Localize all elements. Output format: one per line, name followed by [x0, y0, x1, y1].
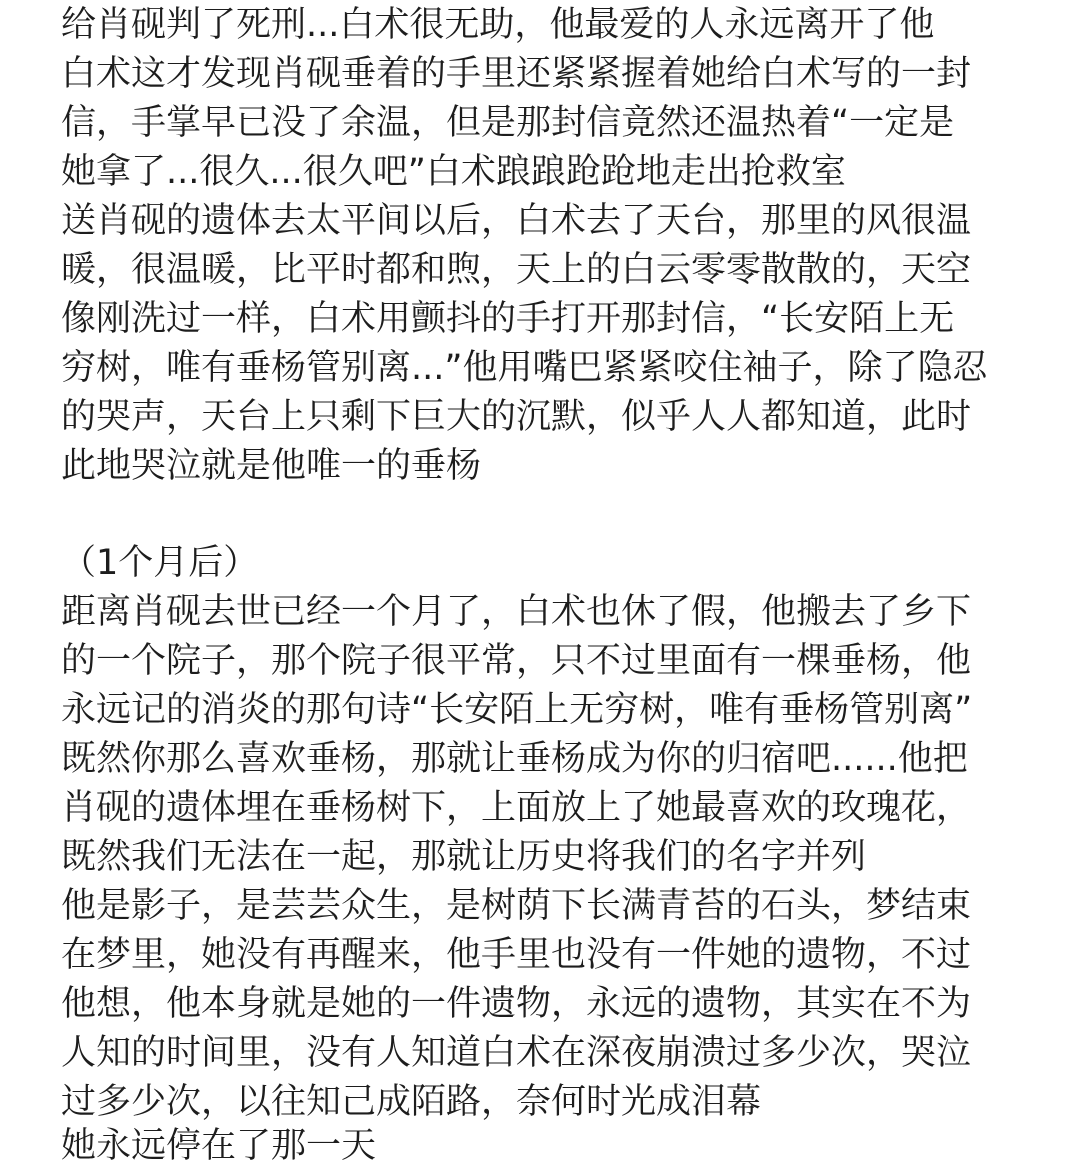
paragraph-line: 的哭声，天台上只剩下巨大的沉默，似乎人人都知道，此时 [61, 397, 972, 437]
paragraph-line: 白术这才发现肖砚垂着的手里还紧紧握着她给白术写的一封 [61, 54, 972, 94]
paragraph-line: 信，手掌早已没了余温，但是那封信竟然还温热着“一定是 [61, 103, 955, 143]
paragraph-line: 距离肖砚去世已经一个月了，白术也休了假，他搬去了乡下 [61, 592, 972, 632]
paragraph-line: 暖，很温暖，比平时都和煦，天上的白云零零散散的，天空 [61, 250, 972, 290]
paragraph-line: 既然我们无法在一起，那就让历史将我们的名字并列 [61, 837, 867, 877]
paragraph-line: 穷树，唯有垂杨管别离...”他用嘴巴紧紧咬住袖子，除了隐忍 [61, 348, 988, 388]
paragraph-line: 送肖砚的遗体去太平间以后，白术去了天台，那里的风很温 [61, 201, 972, 241]
paragraph-line: 在梦里，她没有再醒来，他手里也没有一件她的遗物，不过 [61, 935, 972, 975]
paragraph-line: 此地哭泣就是他唯一的垂杨 [61, 446, 482, 486]
paragraph-line: 她永远停在了那一天 [61, 1126, 377, 1166]
paragraph-line: 给肖砚判了死刑...白术很无助，他最爱的人永远离开了他 [61, 5, 935, 45]
paragraph-line: 过多少次，以往知己成陌路，奈何时光成泪幕 [61, 1082, 762, 1122]
paragraph-line: 她拿了...很久...很久吧”白术踉踉跄跄地走出抢救室 [61, 152, 846, 192]
paragraph-line: 他想，他本身就是她的一件遗物，永远的遗物，其实在不为 [61, 984, 972, 1024]
section-heading: （1个月后） [61, 543, 259, 583]
paragraph-line: 永远记的消炎的那句诗“长安陌上无穷树，唯有垂杨管别离” [61, 690, 973, 730]
paragraph-line: 人知的时间里，没有人知道白术在深夜崩溃过多少次，哭泣 [61, 1033, 972, 1073]
paragraph-line: 他是影子，是芸芸众生，是树荫下长满青苔的石头，梦结束 [61, 886, 972, 926]
paragraph-line: 的一个院子，那个院子很平常，只不过里面有一棵垂杨，他 [61, 641, 972, 681]
paragraph-gap [61, 492, 961, 532]
paragraph-line: 像刚洗过一样，白术用颤抖的手打开那封信，“长安陌上无 [61, 299, 955, 339]
paragraph-line: 既然你那么喜欢垂杨，那就让垂杨成为你的归宿吧......他把 [61, 739, 968, 779]
paragraph-line: 肖砚的遗体埋在垂杨树下，上面放上了她最喜欢的玫瑰花， [61, 788, 972, 828]
